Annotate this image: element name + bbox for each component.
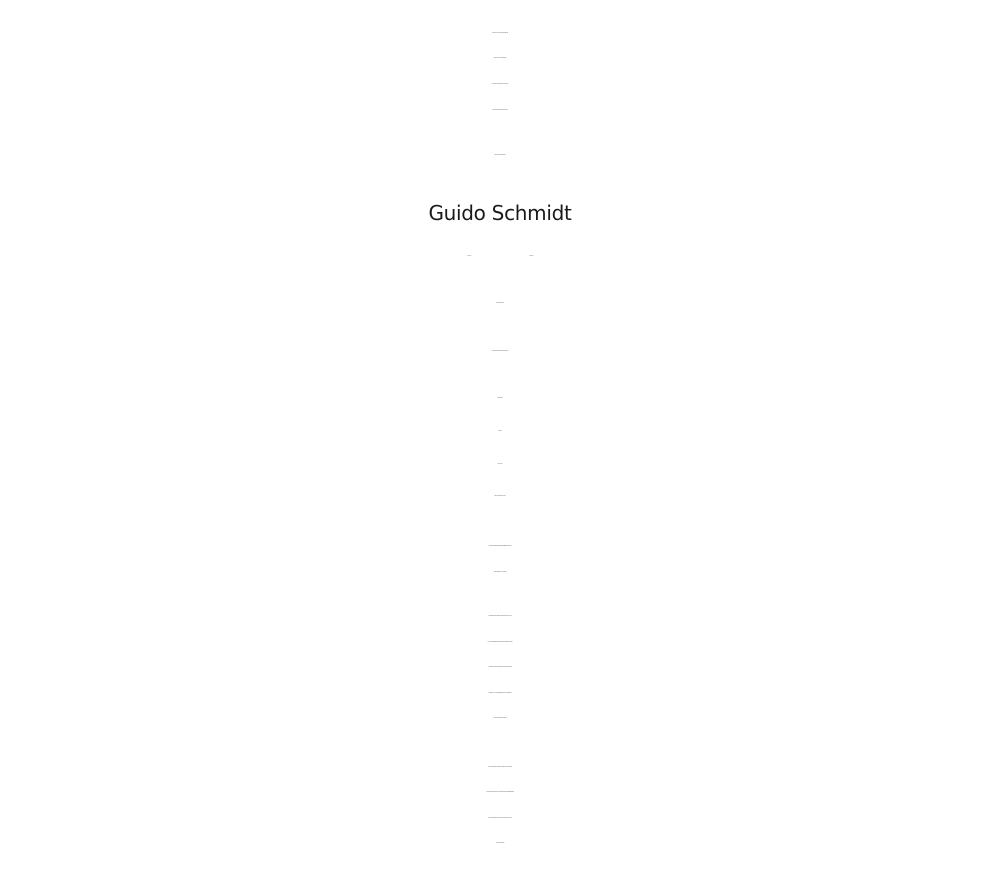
donation-line-3: Camps, bei der Volksbank Krefeld eG. IBAN: DE05 3206 0362 1039 6940 30 — [488, 818, 512, 819]
quote-line-1: Jeder Tod kommt zu früh. — [496, 303, 504, 304]
life-dates — [0, 245, 1000, 269]
ceremony-line-5: (Auf Trauerkleidung bitten wir zu verzichten). — [493, 718, 507, 719]
death-date: † 17.08.2023 — [529, 256, 534, 257]
ceremony-line-2: in der Kapelle des Bestattungshauses Camps, Schaphauser Straße 56, Grefrath. — [487, 642, 513, 643]
verse-line-3: Danke für deine Nähe mit deinem Schalk im Nacken. — [491, 84, 509, 85]
condolence-line-2: Schaphauser Straße 56, 47929 Grefrath — [493, 572, 507, 573]
condolence-line-1: Kondolenzanschrift: Familie Dietrich Schmidt, c/o Bestattungshaus Camps, — [488, 546, 512, 547]
donation-line-2: zum Abschied. Gespendet werden kann auf das Spendenkonto des Bestattungshauses — [486, 792, 514, 793]
mourner-line-4: mit allen Angehörigen und Freunden — [494, 496, 506, 497]
deceased-name: Guido Schmidt — [428, 201, 572, 225]
verse-line-4: Danke für all deine Liebe. Danke, dass es dich gab. — [492, 110, 508, 111]
birth-date: * 14.04.1968 — [466, 256, 471, 257]
verse-line-2: Danke für die Hand, die uns so hilfreich war. — [493, 58, 507, 59]
ceremony-line-3: Anschließend findet die Urnenbeisetzung auf dem Süchtelner Waldfriedhof, — [488, 667, 512, 668]
ceremony-line-4: Bergstraße 91, 41749 Viersen statt. Wir treffen uns an der Friedhofskapelle. — [488, 693, 512, 694]
mourner-line-3: Ulrike und Frank — [497, 464, 503, 465]
mourner-line-1: Dieter und Edith — [497, 398, 503, 399]
donation-line-1: Spenden für die Deutsche Hirntumorhilfe e.V. Leipzig wären für uns wie Blumen — [487, 767, 513, 768]
ceremony-line-1: Die Trauerfeier ist am Donnerstag, dem 7. September 2023 um 11.00 Uhr — [488, 616, 512, 617]
verse-line-1: Danke für den Weg, den du mit uns gegangen bist. — [492, 33, 508, 34]
quote-line-2: Wer Guido gekannt hat, weiß was wir verloren haben. — [491, 351, 509, 352]
mourner-line-2: Maximilian — [498, 431, 502, 432]
address-line: Lieber Guido, wir vermissen dich sehr. — [494, 155, 506, 156]
donation-line-4: Kennwort: Guido Schmidt — [495, 843, 505, 844]
